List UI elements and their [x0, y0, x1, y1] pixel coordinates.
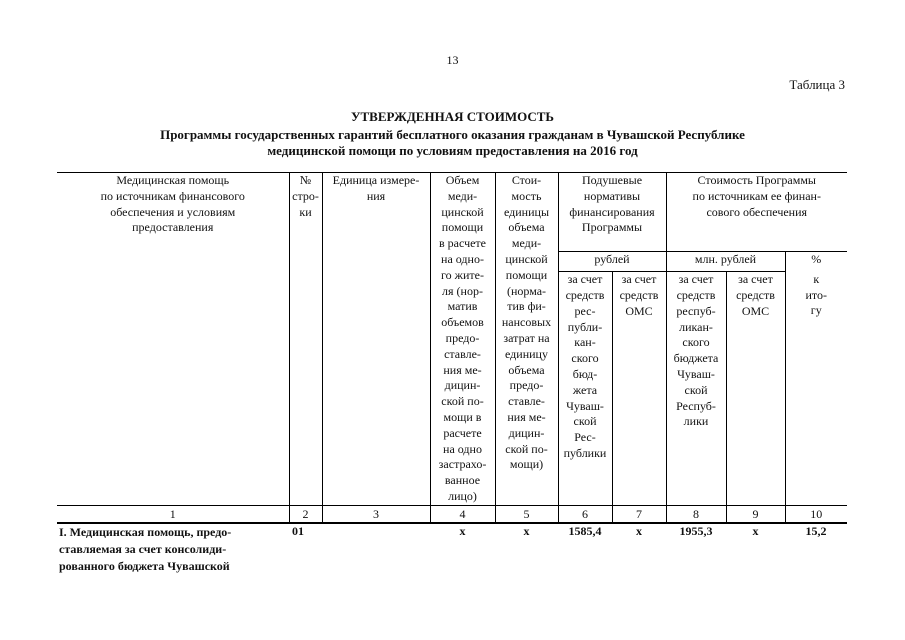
table-label: Таблица 3: [789, 77, 845, 92]
row-norm-oms: х: [636, 523, 642, 538]
header-medical-care: Медицинская помощь по источникам финансового обеспечения и условиям предоставления: [57, 173, 289, 506]
header-unit: Единица измере- ния: [322, 173, 430, 506]
document-title: УТВЕРЖДЕННАЯ СТОИМОСТЬ: [350, 109, 555, 124]
row-percent: 15,2: [805, 523, 827, 538]
column-number: 3: [322, 505, 430, 523]
row-unit-cost: х: [523, 523, 530, 538]
header-norms-unit: рублей: [558, 251, 666, 272]
header-norm-oms: за счет средств ОМС: [612, 272, 666, 506]
column-number: 1: [57, 505, 289, 523]
row-unit: [322, 523, 430, 575]
column-number: 5: [495, 505, 558, 523]
document-subtitle-line1: Программы государственных гарантий бесплатного оказания гражданам в Чувашской Республике: [160, 127, 745, 142]
header-cost-unit: млн. рублей: [666, 251, 785, 272]
document-subtitle-line2: медицинской помощи по условиям предоставления на 2016 год: [267, 143, 638, 158]
column-number: 9: [726, 505, 785, 523]
header-program-cost: Стоимость Программы по источникам ее финан- сового обеспечения: [666, 173, 847, 252]
row-name: I. Медицинская помощь, предо- ставляемая за счет консолиди- рованного бюджета Чувашской: [59, 524, 232, 573]
column-number: 2: [289, 505, 322, 523]
row-code: 01: [292, 523, 304, 538]
header-unit-cost: Стои- мость единицы объема меди- цинской помощи (норма- тив фи- нансовых затрат на единицу объема предо- ставле- ния ме- дицин- ской по- мощи): [495, 173, 558, 506]
header-cost-republic: за счет средств респуб- ликан- ского бюджета Чуваш- ской Респуб- лики: [666, 272, 726, 506]
cost-table: [57, 172, 847, 575]
row-cost-oms: х: [752, 523, 759, 538]
row-norm-republic: 1585,4: [568, 523, 602, 538]
column-number: 4: [430, 505, 495, 523]
header-per-capita-norms: Подушевые нормативы финансирования Программы: [558, 173, 666, 252]
header-row-number: № стро- ки: [289, 173, 322, 506]
column-number: 6: [558, 505, 612, 523]
column-number: 10: [785, 505, 847, 523]
header-percent: к ито- гу: [785, 272, 847, 506]
row-cost-republic: 1955,3: [679, 523, 713, 538]
column-number-row: [57, 505, 847, 523]
header-cost-oms: за счет средств ОМС: [726, 272, 785, 506]
column-number: 7: [612, 505, 666, 523]
header-volume: Объем меди- цинской помощи в расчете на одно- го жите- ля (нор- матив объемов предо- ставле- ния ме- дицин- ской по- мощи в расчете на одно застрахо- ванное лицо): [430, 173, 495, 506]
row-volume: х: [459, 523, 466, 538]
table-row: [57, 523, 847, 575]
column-number: 8: [666, 505, 726, 523]
header-percent-sign: %: [785, 251, 847, 272]
page-number: 13: [446, 53, 459, 67]
header-norm-republic: за счет средств рес- публи- кан- ского бюд- жета Чуваш- ской Рес- публики: [558, 272, 612, 506]
